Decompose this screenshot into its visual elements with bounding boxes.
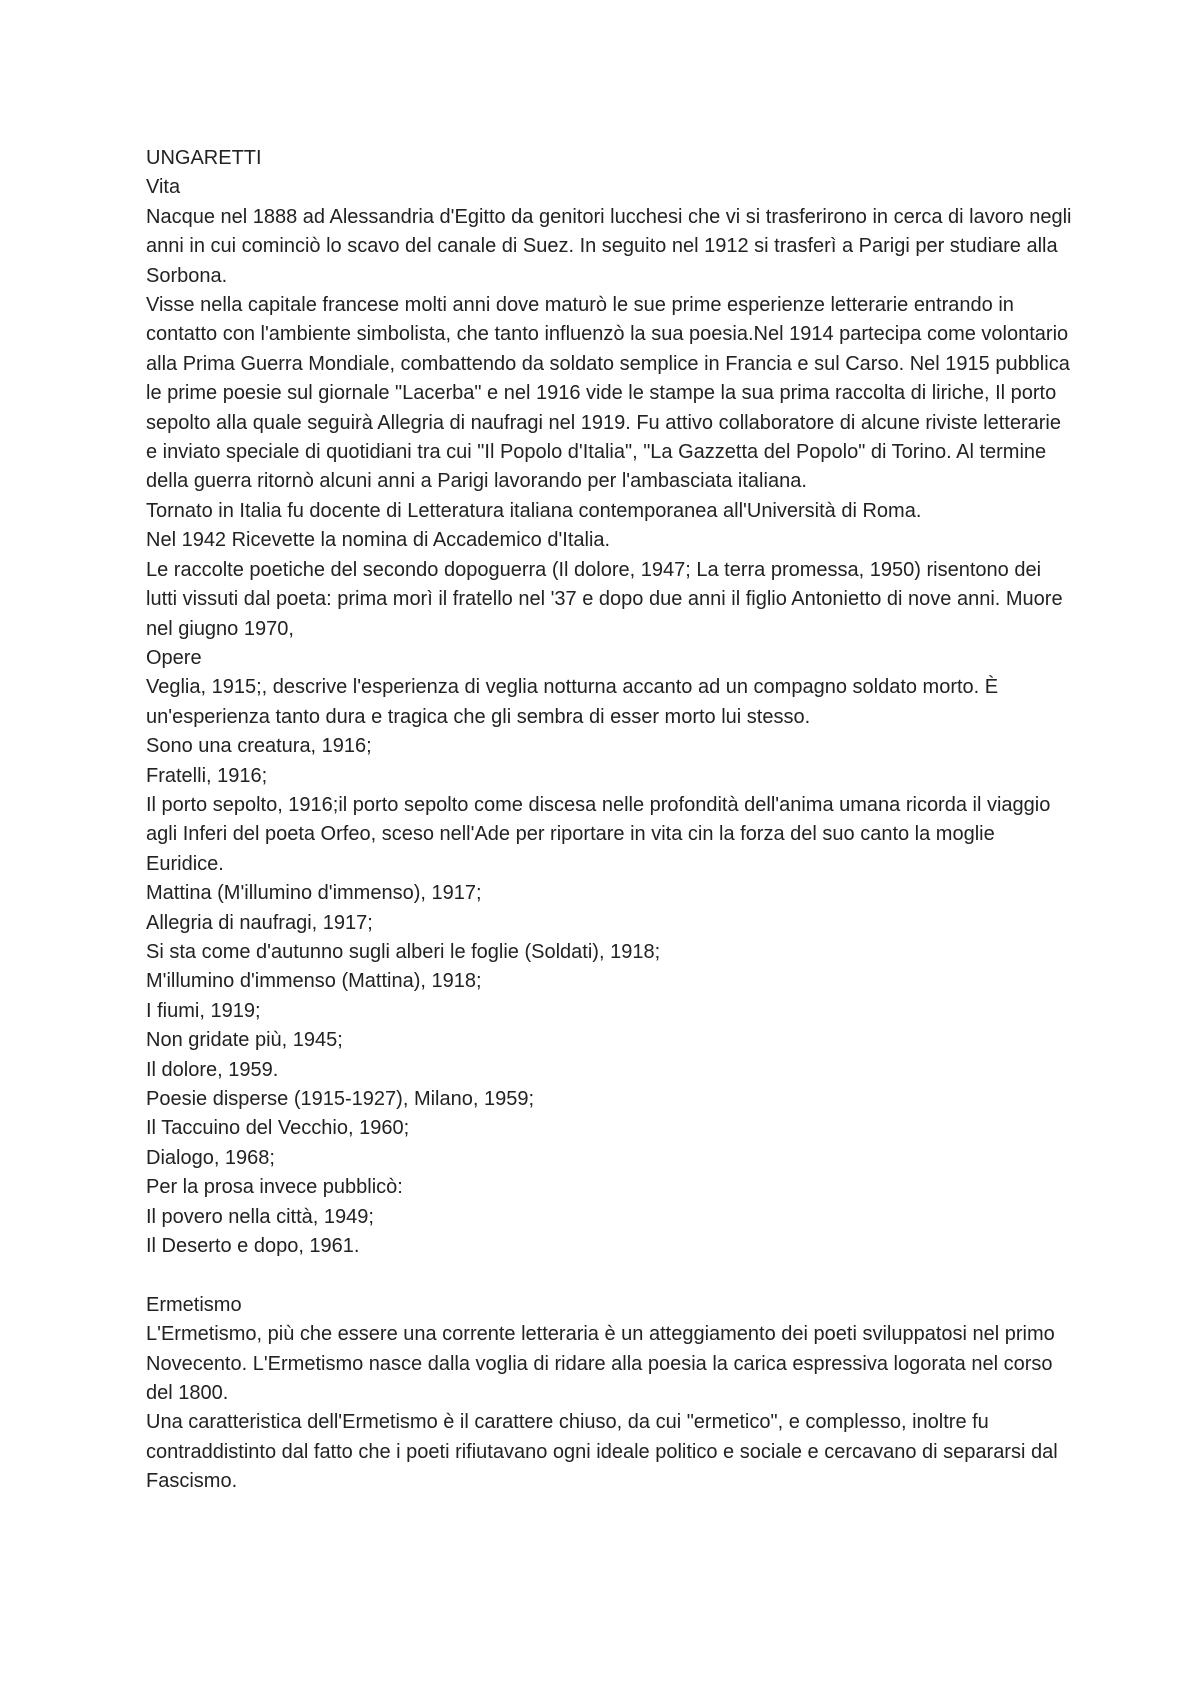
list-item: Il porto sepolto, 1916;il porto sepolto come discesa nelle profondità dell'anima umana ricorda il viaggio agli Inferi del poeta Orfeo, sceso nell'Ade per riportare in vita cin la forza del suo canto la moglie Euridice. [146, 793, 1051, 875]
list-item: I fiumi, 1919; [146, 999, 261, 1022]
paragraph: L'Ermetismo, più che essere una corrente letteraria è un atteggiamento dei poeti sviluppatosi nel primo Novecento. L'Ermetismo nasce dalla voglia di ridare alla poesia la carica espressiva logorata nel corso del 1800. [146, 1323, 1055, 1405]
paragraph: Nacque nel 1888 ad Alessandria d'Egitto da genitori lucchesi che vi si trasferirono in cerca di lavoro negli anni in cui cominciò lo scavo del canale di Suez. In seguito nel 1912 si trasferì a Parigi per studiare alla Sorbona. [146, 205, 1072, 287]
paragraph: Una caratteristica dell'Ermetismo è il carattere chiuso, da cui "ermetico", e complesso, inoltre fu contraddistinto dal fatto che i poeti rifiutavano ogni ideale politico e sociale e cercavano di separarsi dal Fascismo. [146, 1411, 1058, 1493]
section-heading-vita: Vita [146, 176, 181, 199]
document-page [146, 144, 1076, 1497]
list-item: Sono una creatura, 1916; [146, 735, 372, 758]
blank-line [146, 1261, 1076, 1290]
section-heading-ermetismo: Ermetismo [146, 1293, 242, 1316]
paragraph: Tornato in Italia fu docente di Letteratura italiana contemporanea all'Università di Roma. [146, 499, 922, 522]
list-item: Si sta come d'autunno sugli alberi le foglie (Soldati), 1918; [146, 940, 661, 963]
paragraph: Nel 1942 Ricevette la nomina di Accademico d'Italia. [146, 529, 611, 552]
list-item: Non gridate più, 1945; [146, 1029, 343, 1052]
paragraph: Le raccolte poetiche del secondo dopoguerra (Il dolore, 1947; La terra promessa, 1950) risentono dei lutti vissuti dal poeta: prima morì il fratello nel '37 e dopo due anni il figlio Antonietto di nove anni. Muore nel giugno 1970, [146, 558, 1063, 640]
list-item: Il dolore, 1959. [146, 1058, 279, 1081]
list-item: Il Deserto e dopo, 1961. [146, 1235, 360, 1258]
list-item: Veglia, 1915;, descrive l'esperienza di veglia notturna accanto ad un compagno soldato morto. È un'esperienza tanto dura e tragica che gli sembra di esser morto lui stesso. [146, 676, 999, 728]
list-item: Il Taccuino del Vecchio, 1960; [146, 1117, 410, 1140]
section-heading-opere: Opere [146, 646, 202, 669]
paragraph: Visse nella capitale francese molti anni dove maturò le sue prime esperienze letterarie entrando in contatto con l'ambiente simbolista, che tanto influenzò la sua poesia.Nel 1914 partecipa come volontario alla Prima Guerra Mondiale, combattendo da soldato semplice in Francia e sul Carso. Nel 1915 pubblica le prime poesie sul giornale "Lacerba" e nel 1916 vide le stampe la sua prima raccolta di liriche, Il porto sepolto alla quale seguirà Allegria di naufragi nel 1919. Fu attivo collaboratore di alcune riviste letterarie e inviato speciale di quotidiani tra cui "Il Popolo d'Italia", "La Gazzetta del Popolo" di Torino. Al termine della guerra ritornò alcuni anni a Parigi lavorando per l'ambasciata italiana. [146, 294, 1070, 493]
list-item: Allegria di naufragi, 1917; [146, 911, 373, 934]
list-item: Dialogo, 1968; [146, 1146, 275, 1169]
list-item: M'illumino d'immenso (Mattina), 1918; [146, 970, 482, 993]
list-item: Poesie disperse (1915-1927), Milano, 1959; [146, 1088, 535, 1110]
list-item: Per la prosa invece pubblicò: [146, 1176, 403, 1199]
list-item: Il povero nella città, 1949; [146, 1205, 374, 1228]
list-item: Fratelli, 1916; [146, 764, 268, 787]
list-item: Mattina (M'illumino d'immenso), 1917; [146, 882, 482, 905]
document-title: UNGARETTI [146, 147, 262, 169]
